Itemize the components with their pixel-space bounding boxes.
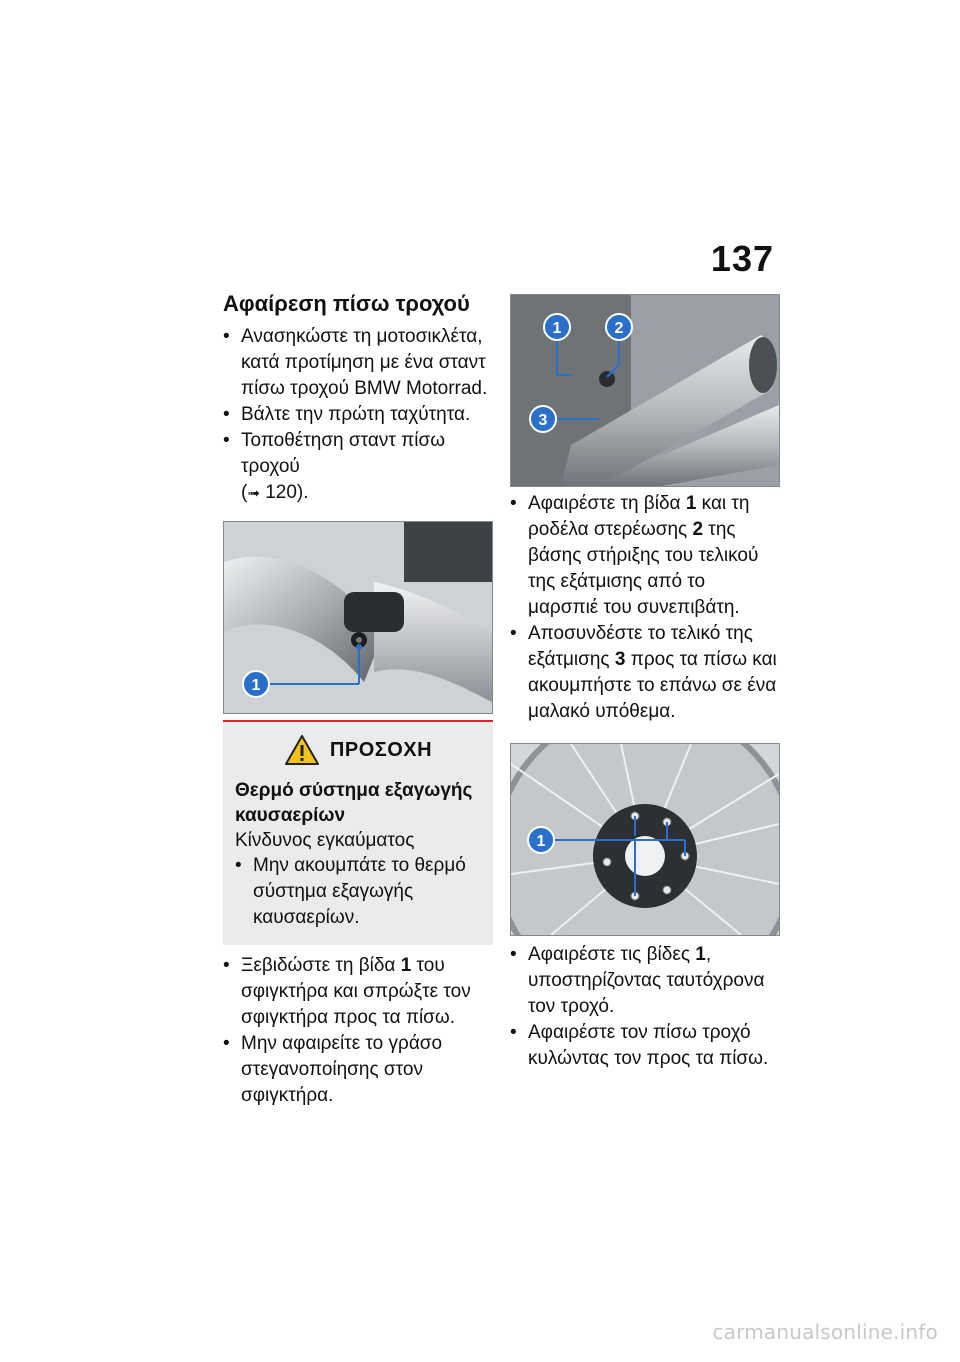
- ref-number: 1: [400, 955, 412, 976]
- step-loosen-clamp: [223, 953, 493, 1031]
- ref-number: 2: [692, 519, 704, 540]
- callout-2-label: 2: [614, 320, 624, 337]
- intro-steps: [223, 324, 493, 507]
- callout-1-label: 1: [536, 833, 546, 850]
- step-text: προς τα πίσω και ακουμπήστε το επάνω σε ένα μαλακό υπόθεμα.: [528, 649, 777, 722]
- step-disconnect-silencer: [510, 621, 780, 725]
- step-stand-text: Τοποθέτηση σταντ πίσω τροχού: [241, 430, 446, 477]
- callout-1-label: 1: [251, 677, 261, 694]
- step-text: της βάσης στήριξης του τελικού της εξάτμισης από το μαρσπιέ του συνεπιβάτη.: [528, 519, 759, 618]
- step-text: και τη ροδέλα στερέωσης: [528, 493, 750, 540]
- caution-item-text: Μην ακουμπάτε το θερμό σύστημα εξαγωγής καυσαερίων.: [253, 855, 466, 928]
- ref-number: 3: [614, 649, 626, 670]
- step-gear: [223, 402, 493, 428]
- page-ref-link[interactable]: 120: [265, 482, 297, 503]
- callout-3-label: 3: [538, 412, 548, 429]
- caution-subtitle: Θερμό σύστημα εξαγωγής καυσαερίων: [235, 780, 473, 826]
- step-remove-bolt-washer: [510, 491, 780, 621]
- step-lift-text: Ανασηκώστε τη μοτοσικλέτα, κατά προτίμηση με ένα σταντ πίσω τροχού BMW Motorrad.: [241, 326, 488, 399]
- step-grease-note: [223, 1031, 493, 1109]
- step-text: Αφαιρέστε τις βίδες: [528, 944, 696, 965]
- page-number: 137: [710, 238, 774, 279]
- caution-list: [235, 853, 481, 931]
- step-text: Αποσυνδέστε το τελικό της εξάτμισης: [528, 623, 753, 670]
- step-text: Αφαιρέστε τον πίσω τροχό κυλώντας τον προς τα πίσω.: [528, 1022, 769, 1069]
- step-text: του σφιγκτήρα και σπρώξτε τον σφιγκτήρα προς τα πίσω.: [241, 955, 471, 1028]
- wheel-steps: [510, 942, 780, 1072]
- watermark: carmanualsonline.info: [712, 1320, 938, 1344]
- caution-hazard: Κίνδυνος εγκαύματος: [235, 830, 415, 851]
- figure-exhaust-clamp: [223, 521, 493, 714]
- ref-number: 1: [685, 493, 697, 514]
- left-column: [223, 290, 493, 1109]
- step-text: Μην αφαιρείτε το γράσο στεγανοποίησης στον σφιγκτήρα.: [241, 1033, 443, 1106]
- figure-exhaust-mount: [510, 294, 780, 487]
- callout-1-label: 1: [552, 320, 562, 337]
- ref-number: 1: [695, 944, 706, 965]
- exhaust-steps: [510, 491, 780, 725]
- page-ref-arrow-icon: ➟: [247, 485, 260, 502]
- warning-triangle-icon: [284, 734, 320, 766]
- step-remove-wheel-bolts: [510, 942, 780, 1020]
- step-gear-text: Βάλτε την πρώτη ταχύτητα.: [241, 404, 471, 425]
- step-text: Ξεβιδώστε τη βίδα: [241, 955, 401, 976]
- caution-header: [235, 734, 481, 766]
- section-title: Αφαίρεση πίσω τροχού: [223, 291, 470, 316]
- step-lift: [223, 324, 493, 402]
- caution-item: [235, 853, 481, 931]
- step-stand: • Τοποθέτηση σταντ πίσω τροχού (➟ 120).: [223, 428, 493, 507]
- caution-box: [223, 720, 493, 945]
- step-roll-out-wheel: [510, 1020, 780, 1072]
- exhaust-mount-illustration: [511, 295, 779, 486]
- caution-label: ΠΡΟΣΟΧΗ: [329, 738, 433, 761]
- right-column: [510, 294, 780, 1072]
- figure-wheel-bolts: [510, 743, 780, 936]
- step-text: , υποστηρίζοντας ταυτόχρονα τον τροχό.: [528, 944, 765, 1017]
- step-text: Αφαιρέστε τη βίδα: [528, 493, 686, 514]
- clamp-illustration: [224, 522, 492, 713]
- wheel-illustration: [511, 744, 779, 935]
- clamp-steps: [223, 953, 493, 1109]
